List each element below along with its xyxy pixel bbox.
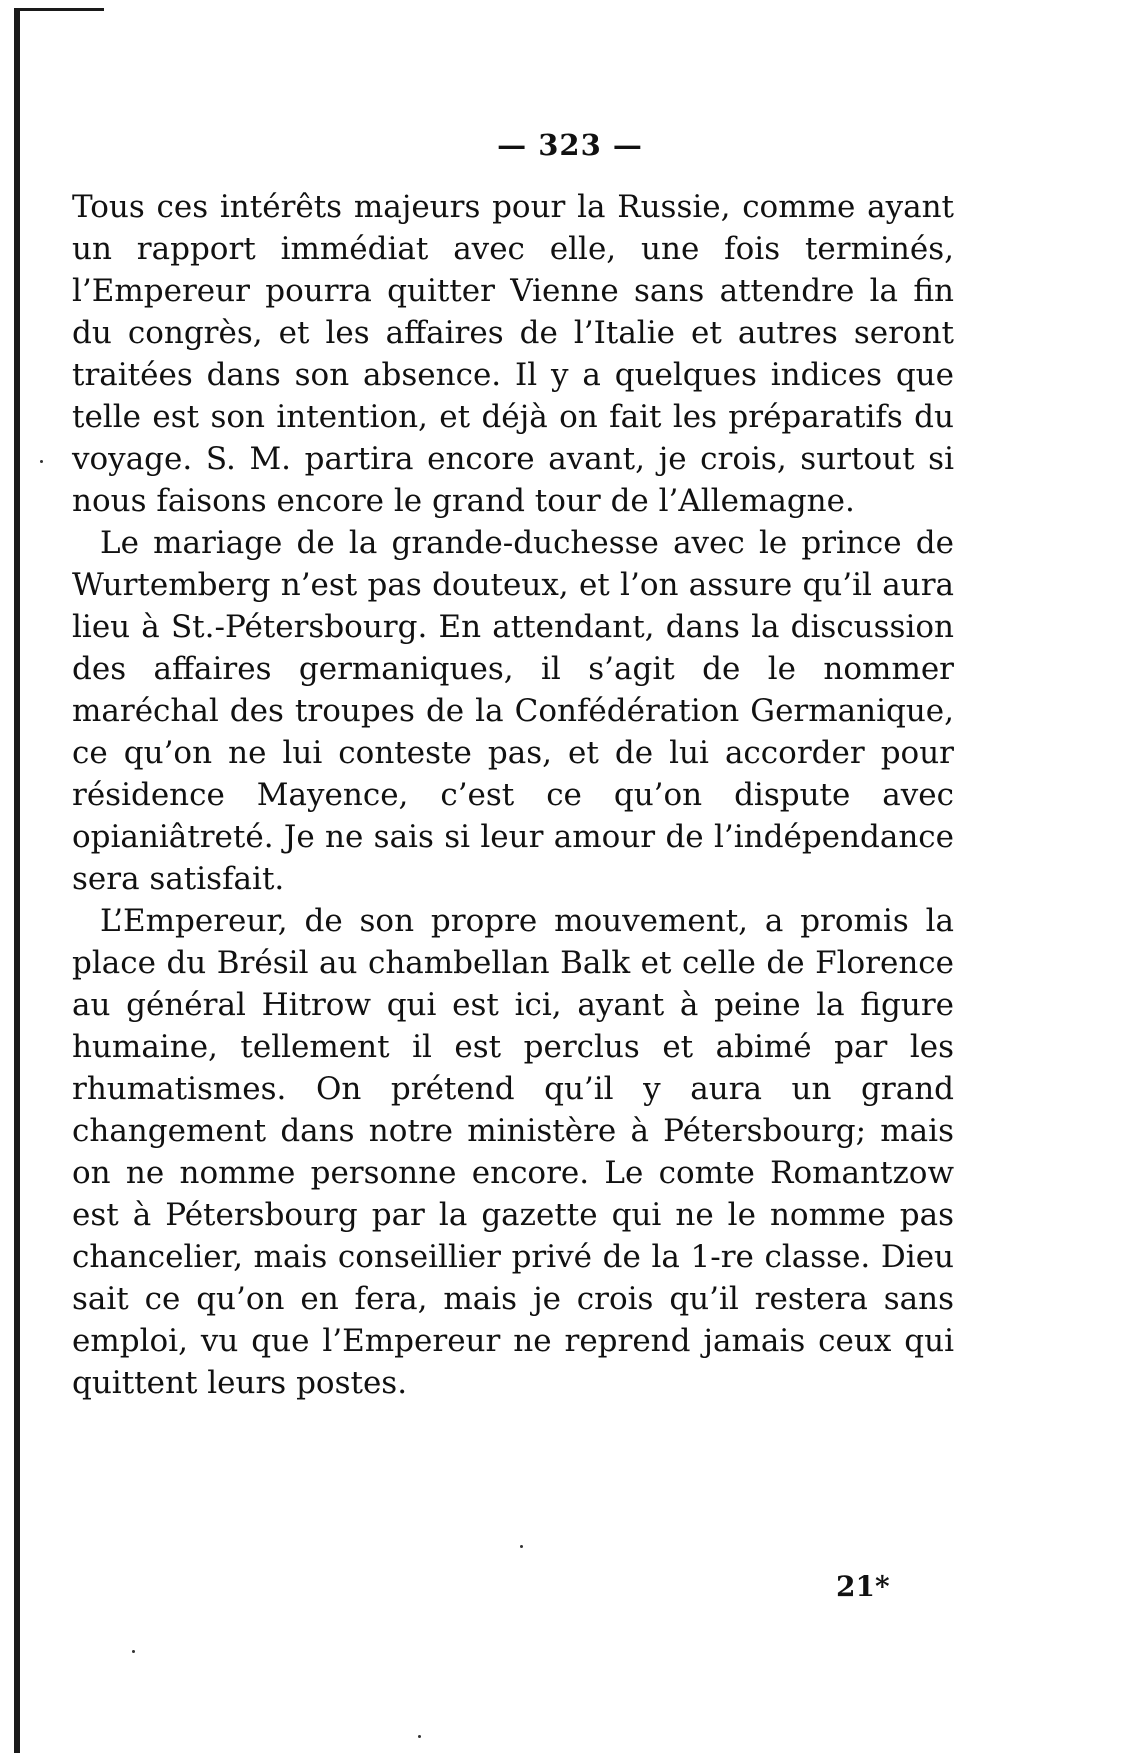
paragraph-3: L’Empereur, de son propre mouvement, a promis la place du Brésil au chambellan Balk et celle de Florence au général Hitrow qui est ici, ayant à peine la figure humaine, tellement il est perclus et abimé par les rhumatismes. On prétend qu’il y aura un grand changement dans notre ministère à Pétersbourg; mais on ne nomme personne encore. Le comte Romantzow est à Pétersbourg par la gazette qui ne le nomme pas chancelier, mais conseillier privé de la 1-re classe. Dieu sait ce qu’on en fera, mais je crois qu’il restera sans emploi, vu que l’Empereur ne reprend jamais ceux qui quittent leurs postes. — [72, 903, 954, 1401]
paragraph-2: Le mariage de la grande-duchesse avec le prince de Wurtemberg n’est pas douteux, et l’on assure qu’il aura lieu à St.-Pétersbourg. En attendant, dans la discussion des affaires germaniques, il s’agit de le nommer maréchal des troupes de la Confédération Germanique, ce qu’on ne lui conteste pas, et de lui accorder pour résidence Mayence, c’est ce qu’on dispute avec opianiâtreté. Je ne sais si leur amour de l’indépendance sera satisfait. — [72, 525, 954, 897]
page-number: — 323 — — [497, 128, 643, 162]
paragraph-1: Tous ces intérêts majeurs pour la Russie, comme ayant un rapport immédiat avec elle, une fois terminés, l’Empereur pourra quitter Vienne sans attendre la fin du congrès, et les affaires de l’Italie et autres seront traitées dans son absence. Il y a quelques indices que telle est son intention, et déjà on fait les préparatifs du voyage. S. M. partira encore avant, je crois, surtout si nous faisons encore le grand tour de l’Allemagne. — [72, 189, 954, 519]
scan-speck — [132, 1650, 135, 1653]
signature-mark: 21* — [836, 1570, 890, 1603]
scan-speck — [418, 1735, 421, 1738]
scan-speck — [520, 1545, 523, 1548]
scan-edge-left — [14, 8, 20, 1753]
body-text — [72, 186, 954, 1404]
scan-speck — [40, 460, 43, 463]
scan-edge-top — [14, 8, 104, 11]
